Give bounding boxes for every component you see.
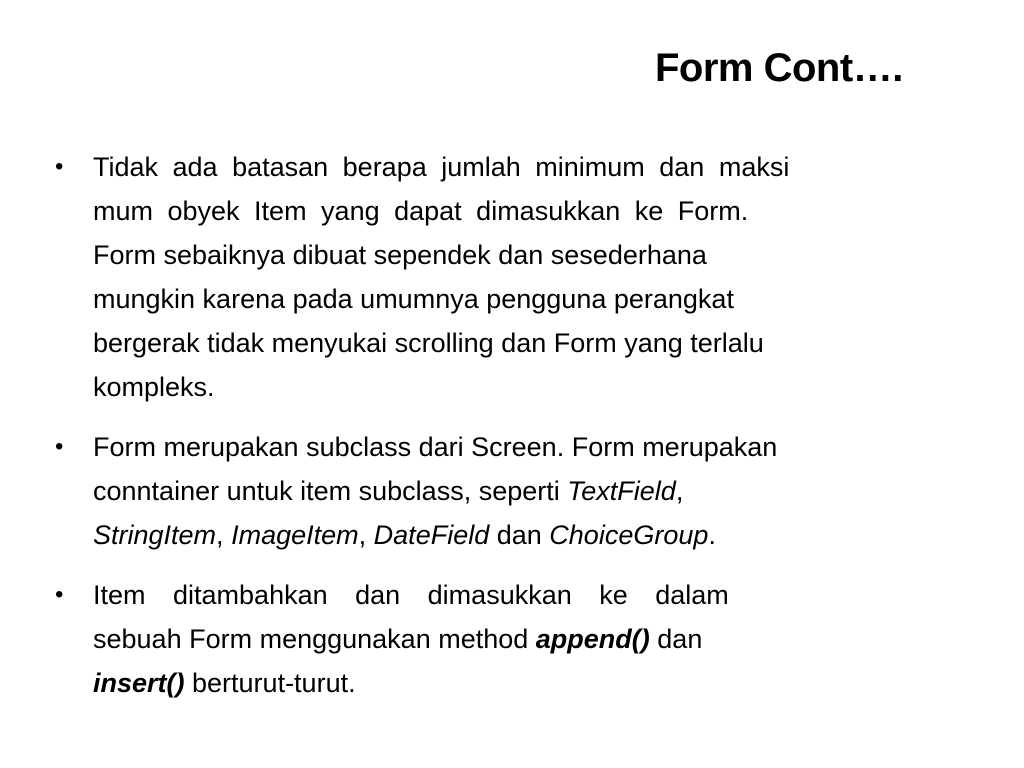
- bullet-2-line-2: [93, 469, 955, 513]
- bullet-item-3: [55, 573, 955, 705]
- slide-title: Form Cont….: [655, 46, 903, 90]
- bullet-3-line-1: Item ditambahkan dan dimasukkan ke dalam: [93, 580, 729, 610]
- comma-3: ,: [358, 520, 367, 550]
- bullet-3-line-2-text: sebuah Form menggunakan method: [93, 624, 536, 654]
- bullet-icon: •: [55, 433, 64, 460]
- bullet-2-line-1: Form merupakan subclass dari Screen. Form merupakan: [93, 432, 778, 462]
- period: .: [708, 520, 716, 550]
- bullet-1-line-6: kompleks.: [93, 372, 215, 402]
- bullet-icon: •: [55, 153, 64, 180]
- comma-1: ,: [675, 476, 684, 506]
- insert-method: insert(): [93, 668, 185, 698]
- comma-2: ,: [216, 520, 224, 550]
- bullet-2-line-3: [93, 513, 955, 557]
- bullet-1-line-2: mum obyek Item yang dapat dimasukkan ke Form.: [93, 196, 749, 226]
- bullet-3-line-3: [93, 661, 955, 705]
- bullet-1-line-1: Tidak ada batasan berapa jumlah minimum dan maksi: [93, 152, 790, 182]
- bullet-1-line-5: bergerak tidak menyukai scrolling dan Form yang terlalu: [93, 328, 764, 358]
- datefield-term: DateField: [373, 520, 490, 550]
- bullet-1-line-3: Form sebaiknya dibuat sependek dan sesederhana: [93, 240, 707, 270]
- bullet-icon: •: [55, 581, 64, 608]
- imageitem-term: ImageItem: [231, 520, 359, 550]
- bullet-item-2: [55, 425, 955, 557]
- dan-text: dan: [489, 520, 550, 550]
- bullet-3-suffix: berturut-turut.: [184, 668, 356, 698]
- bullet-list: [55, 145, 955, 721]
- bullet-2-line-2-text: conntainer untuk item subclass, seperti: [93, 476, 568, 506]
- dan-text: dan: [649, 624, 703, 654]
- bullet-item-1: [55, 145, 955, 409]
- stringitem-term: StringItem: [93, 520, 217, 550]
- textfield-term: TextField: [567, 476, 676, 506]
- bullet-3-line-2: [93, 617, 955, 661]
- append-method: append(): [535, 624, 650, 654]
- choicegroup-term: ChoiceGroup: [549, 520, 709, 550]
- bullet-1-line-4: mungkin karena pada umumnya pengguna perangkat: [93, 284, 734, 314]
